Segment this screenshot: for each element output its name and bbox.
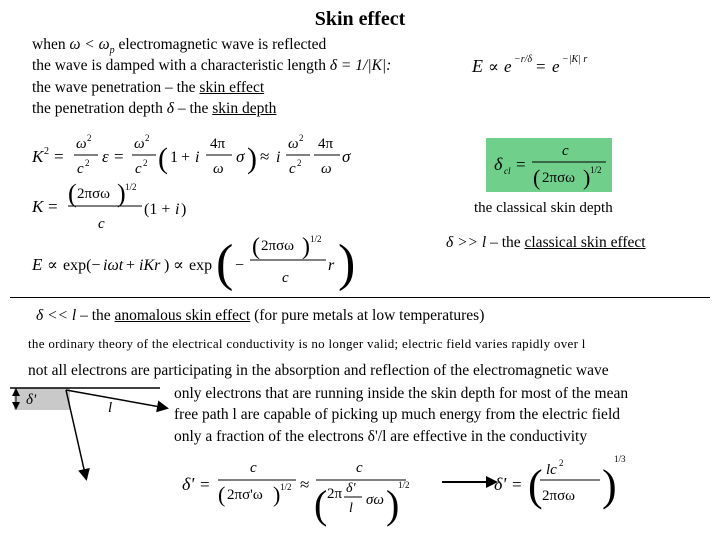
svg-text:+: + — [181, 149, 191, 166]
svg-text:c: c — [289, 161, 296, 177]
svg-text:=: = — [54, 147, 64, 166]
classical-skin-effect-term: classical skin effect — [524, 234, 646, 251]
svg-text:E: E — [32, 255, 43, 274]
svg-text:2πσω: 2πσω — [542, 170, 576, 186]
svg-text:exp: exp — [189, 257, 213, 274]
delta-definition: δ = 1/|K|: — [329, 57, 392, 74]
svg-text:exp(−: exp(− — [63, 257, 101, 274]
anomalous-paragraph-4: only a fraction of the electrons δ'/l are effective in the conductivity — [174, 428, 588, 445]
omega-p-subscript: p — [109, 45, 115, 57]
mean-free-path-l: l — [481, 234, 487, 251]
svg-text:σ: σ — [342, 147, 351, 166]
svg-text:4π: 4π — [210, 136, 226, 152]
k-formula — [30, 180, 210, 236]
svg-text:): ) — [181, 201, 187, 218]
intro-line-2 — [32, 57, 391, 75]
page-title: Skin effect — [314, 8, 406, 30]
svg-text:c: c — [98, 216, 105, 232]
svg-text:e: e — [504, 57, 512, 76]
svg-text:K: K — [32, 147, 44, 166]
svg-text:K: K — [32, 197, 44, 216]
svg-text:σω: σω — [366, 492, 384, 508]
svg-text:iKr: iKr — [139, 257, 161, 274]
svg-text:−r/δ: −r/δ — [514, 54, 533, 65]
svg-text:ω: ω — [321, 161, 332, 177]
svg-text:): ) — [302, 234, 310, 260]
svg-text:σ: σ — [236, 147, 245, 166]
classical-condition-text: – the — [486, 234, 525, 251]
svg-text:iωt: iωt — [103, 257, 124, 274]
intro-line-4-text-b: – the — [173, 100, 213, 117]
svg-text:2: 2 — [297, 158, 302, 168]
svg-text:≈: ≈ — [260, 147, 270, 166]
svg-text:∝: ∝ — [47, 257, 58, 274]
svg-text:1: 1 — [170, 149, 178, 166]
delta-symbol: δ — [166, 100, 174, 117]
classical-skin-depth-label: the classical skin depth — [474, 200, 613, 216]
skin-effect-term: skin effect — [199, 79, 265, 96]
mean-free-path-l-2: l — [71, 307, 77, 324]
svg-text:≈: ≈ — [300, 475, 310, 494]
anomalous-condition — [36, 307, 484, 325]
classical-skin-depth-box — [486, 138, 612, 192]
svg-text:1/2: 1/2 — [280, 482, 292, 492]
svg-text:): ) — [117, 179, 126, 208]
electron-path-2 — [66, 390, 166, 408]
svg-text:c: c — [135, 161, 142, 177]
svg-text:(: ( — [216, 235, 234, 292]
svg-text:): ) — [602, 461, 617, 510]
svg-text:lc: lc — [546, 462, 557, 478]
intro-line-3-text: the wave penetration – the — [32, 79, 200, 96]
svg-text:=: = — [516, 155, 526, 174]
free-path-label: l — [108, 400, 113, 416]
intro-line-1-text-b: electromagnetic wave is reflected — [114, 36, 327, 53]
svg-text:(1 +: (1 + — [144, 201, 171, 218]
svg-text:2: 2 — [145, 133, 150, 143]
svg-text:r: r — [328, 257, 335, 274]
anomalous-skin-depth-formula — [180, 452, 720, 536]
delta-ll: δ << — [36, 307, 72, 324]
anomalous-paragraph-3: free path l are capable of picking up much energy from the electric field — [174, 406, 620, 423]
delta-prime-label: δ' — [26, 392, 37, 408]
anomalous-skin-effect-term: anomalous skin effect — [114, 307, 251, 324]
field-exp-formula — [30, 230, 356, 292]
svg-text:1/2: 1/2 — [398, 480, 410, 490]
svg-text:=: = — [200, 475, 210, 494]
intro-line-1 — [32, 36, 326, 56]
intro-line-4 — [32, 100, 276, 118]
intro-line-1-text-a: when — [32, 36, 70, 53]
svg-text:i: i — [276, 149, 281, 166]
skin-depth-term: skin depth — [212, 100, 277, 117]
svg-text:1/2: 1/2 — [590, 165, 602, 175]
svg-text:2: 2 — [299, 133, 304, 143]
ordinary-theory-note: the ordinary theory of the electrical conductivity is no longer valid; electric field varies rapidly over l — [28, 336, 586, 351]
svg-text:2: 2 — [143, 158, 148, 168]
svg-text:1/2: 1/2 — [310, 234, 322, 244]
classical-condition — [446, 234, 646, 252]
anomalous-condition-text-b: (for pure metals at low temperatures) — [250, 307, 485, 324]
delta-gg: δ >> — [446, 234, 482, 251]
svg-text:c: c — [77, 161, 84, 177]
svg-text:i: i — [195, 149, 200, 166]
svg-text:δ': δ' — [346, 481, 356, 496]
svg-text:): ) — [583, 165, 591, 190]
svg-text:1/3: 1/3 — [614, 454, 626, 464]
svg-text:=: = — [512, 475, 522, 494]
field-decay-formula — [470, 46, 600, 82]
classical-skin-depth-formula — [486, 138, 612, 192]
intro-line-3 — [32, 79, 264, 97]
svg-text:2πσω: 2πσω — [261, 238, 295, 254]
svg-text:(: ( — [314, 482, 328, 527]
svg-text:ω: ω — [288, 136, 299, 152]
svg-text:(: ( — [533, 165, 541, 190]
svg-text:c: c — [282, 270, 289, 286]
svg-text:2πσω: 2πσω — [77, 186, 111, 202]
svg-text:c: c — [562, 143, 569, 159]
svg-text:1/2: 1/2 — [125, 182, 137, 192]
svg-text:2: 2 — [87, 133, 92, 143]
svg-text:−|K| r: −|K| r — [562, 54, 588, 65]
svg-text:2: 2 — [44, 146, 49, 157]
anomalous-condition-text-a: – the — [76, 307, 115, 324]
svg-text:ε: ε — [102, 147, 109, 166]
svg-text:e: e — [552, 57, 560, 76]
section-divider — [10, 297, 710, 298]
svg-text:E: E — [472, 56, 483, 76]
svg-text:(: ( — [252, 234, 260, 260]
svg-text:∝: ∝ — [173, 257, 184, 274]
svg-text:(: ( — [528, 461, 543, 510]
omega-less-omega-p: ω < ω — [69, 36, 110, 53]
svg-text:2πσω: 2πσω — [542, 488, 576, 504]
svg-text:2: 2 — [85, 158, 90, 168]
svg-text:c: c — [356, 460, 363, 476]
svg-text:4π: 4π — [318, 136, 334, 152]
svg-text:−: − — [235, 257, 245, 274]
svg-text:(: ( — [218, 482, 226, 507]
svg-text:ω: ω — [76, 136, 87, 152]
svg-text:(: ( — [158, 142, 168, 175]
svg-text:ω: ω — [213, 161, 224, 177]
svg-text:cl: cl — [504, 166, 511, 176]
svg-text:=: = — [114, 147, 124, 166]
svg-text:c: c — [250, 460, 257, 476]
svg-text:): ) — [247, 142, 257, 175]
k-squared-formula — [30, 128, 350, 188]
svg-text:=: = — [48, 197, 58, 216]
svg-text:δ': δ' — [494, 474, 507, 494]
svg-text:ω: ω — [134, 136, 145, 152]
svg-text:δ': δ' — [182, 474, 195, 494]
intro-line-2-text: the wave is damped with a characteristic length — [32, 57, 330, 74]
anomalous-paragraph-1: not all electrons are participating in the absorption and reflection of the electromagnetic wave — [28, 362, 609, 379]
svg-text:+: + — [126, 257, 136, 274]
svg-text:): ) — [386, 482, 400, 527]
svg-text:): ) — [273, 482, 281, 507]
svg-text:2: 2 — [559, 458, 564, 468]
svg-text:): ) — [338, 235, 356, 292]
svg-text:∝: ∝ — [488, 59, 499, 76]
svg-text:δ: δ — [494, 154, 503, 174]
anomalous-paragraph-2: only electrons that are running inside the skin depth for most of the mean — [174, 385, 629, 402]
svg-text:): ) — [164, 257, 170, 274]
svg-text:2π: 2π — [327, 486, 343, 502]
svg-text:l: l — [349, 501, 353, 516]
svg-text:(: ( — [68, 179, 77, 208]
svg-text:=: = — [536, 57, 546, 76]
electron-path-1 — [66, 390, 86, 478]
intro-line-4-text-a: the penetration depth — [32, 100, 167, 117]
svg-text:i: i — [175, 201, 180, 218]
svg-text:2πσ'ω: 2πσ'ω — [227, 487, 263, 503]
